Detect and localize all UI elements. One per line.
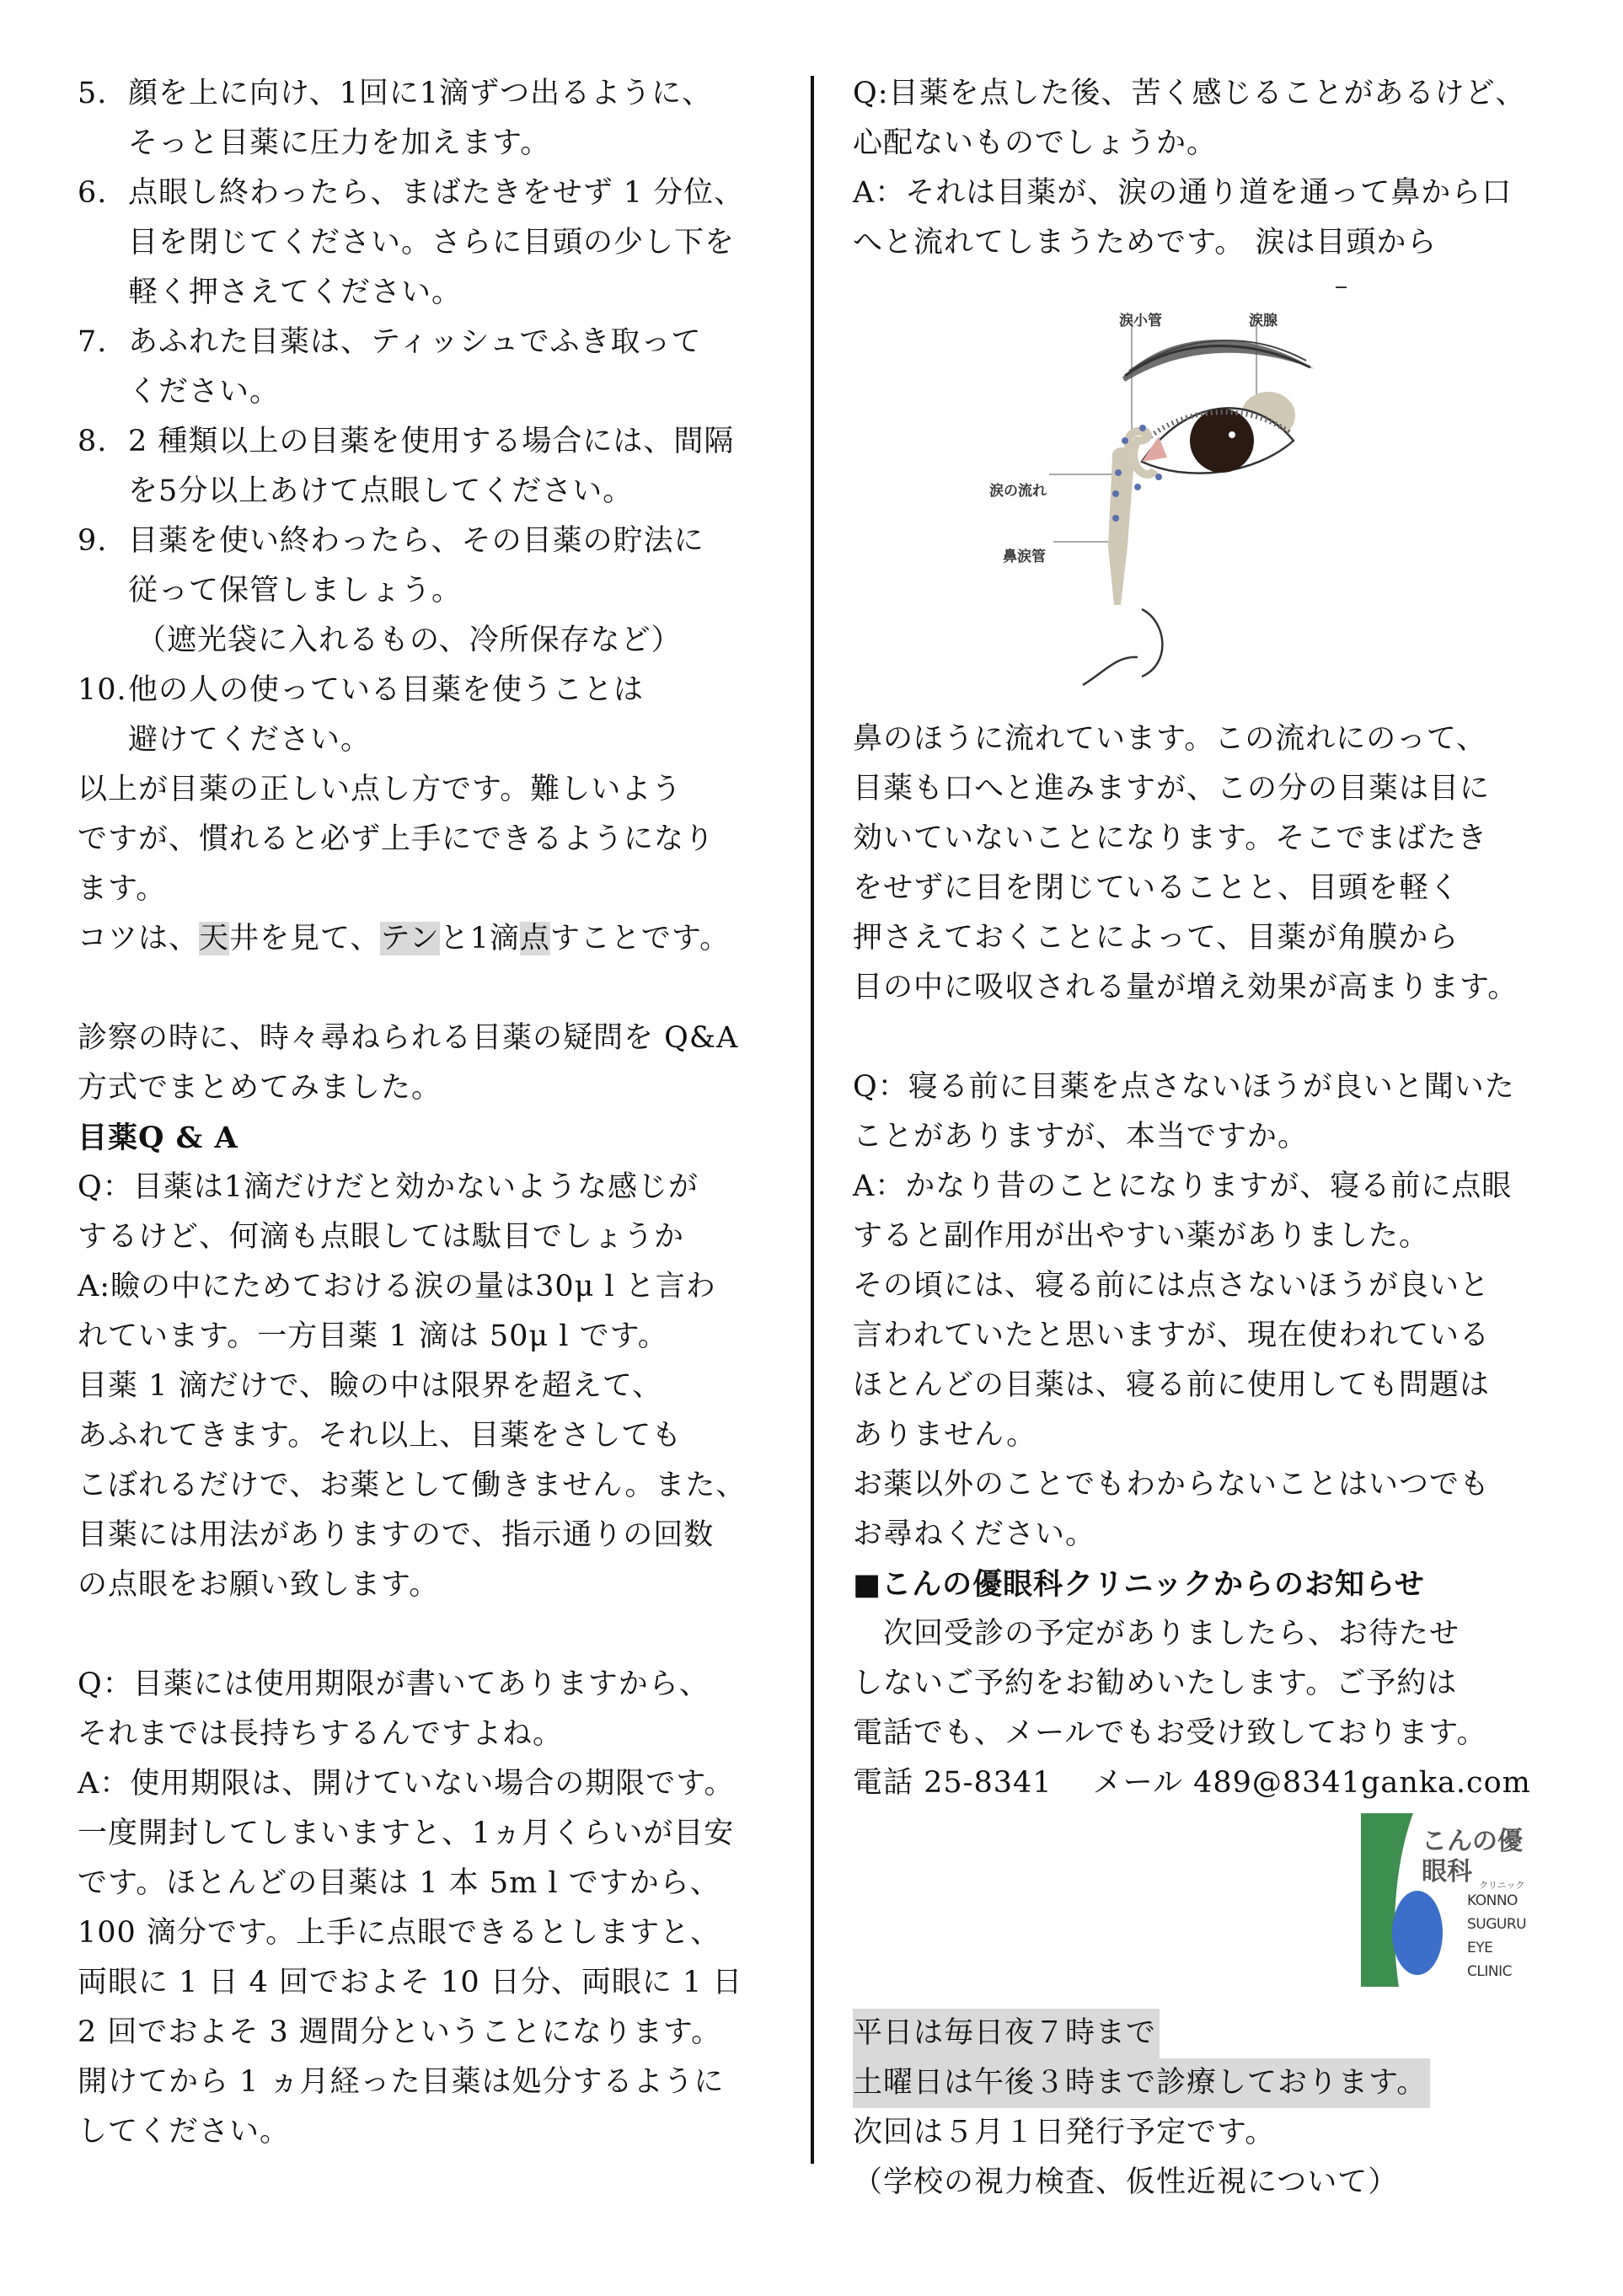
instruction-step-5: 5. 顔を上に向け、1回に1滴ずつ出るように、 そっと目薬に圧力を加えます。 — [78, 69, 802, 169]
column-divider — [811, 76, 814, 2164]
answer: A:瞼の中にためておける涙の量は30μ l と言わ — [78, 1270, 716, 1303]
step-number: 9. — [78, 524, 108, 558]
label-canaliculus: 涙小管 — [1119, 313, 1162, 329]
saturday-hours: 土曜日は午後３時まで診療しております。 — [853, 2058, 1430, 2108]
label-lacrimal-gland: 涙腺 — [1249, 313, 1278, 329]
highlight-ten: 天 — [199, 922, 230, 955]
qa-intro: 診察の時に、時々尋ねられる目薬の疑問を Q&A 方式でまとめてみました。 — [78, 1021, 739, 1105]
notice-heading: ■こんの優眼科クリニックからのお知らせ — [853, 1567, 1425, 1602]
instruction-step-10: 10.他の人の使っている目薬を使うことは 避けてください。 — [78, 666, 802, 765]
qa-item-2: Q：目薬には使用期限が書いてありますから、 それまでは長持ちするんですよね。 A：使用期限は、開けていない場合の期限です。 一度開封してしまいますと、1ヵ月くらいが目安 です。ほとんどの目薬は 1 本 5m l ですから、 100 滴分です。上手に点眼できるとしますと、 両眼に 1 日 4 回でおよそ 10 日分、両眼に 1 日 2 回でおよそ 3 週間分ということになります。 開けてから 1 ヵ月経った目薬は処分するように してください。 — [78, 1660, 802, 2157]
answer: A：使用期限は、開けていない場合の期限です。 — [78, 1767, 735, 1801]
step-number: 7. — [78, 325, 108, 359]
next-issue: 次回は５月１日発行予定です。 （学校の視力検査、仮性近視について） — [853, 2116, 1399, 2199]
tip-line: コツは、天井を見て、テンと1滴点すことです。 — [78, 922, 731, 955]
summary-paragraph: 以上が目薬の正しい点し方です。難しいよう ですが、慣れると必ず上手にできるようになり ます。 — [78, 773, 715, 906]
instruction-step-8: 8. 2 種類以上の目薬を使用する場合には、間隔 を5分以上あけて点眼してください。 — [78, 417, 802, 516]
closing-paragraph: お薬以外のことでもわからないことはいつでも お尋ねください。 — [853, 1468, 1491, 1551]
qa-item-1: Q：目薬は1滴だけだと効かないような感じが するけど、何滴も点眼しては駄目でしょうか A:瞼の中にためておける涙の量は30μ l と言わ れています。一方目薬 1 滴は 50μ l です。 目薬 1 滴だけで、瞼の中は限界を超えて、 あふれてきます。それ以上、目薬をさしても こぼれるだけで、お薬として働きません。また、 目薬には用法がありますので、指示通りの回数 の点眼をお願い致します。 — [78, 1163, 802, 1610]
question: Q：寝る前に目薬を点さないほうが良いと聞いた — [853, 1070, 1515, 1104]
highlight-ten-kanji: 点 — [519, 922, 550, 955]
clinic-hours — [853, 2009, 1577, 2108]
clinic-logo: こんの優 眼科 クリニック KONNO SUGURU EYE CLINIC — [1361, 1813, 1533, 1987]
label-tear-flow: 涙の流れ — [989, 483, 1047, 500]
step-number: 5. — [78, 77, 108, 110]
question: Q：目薬は1滴だけだと効かないような感じが — [78, 1170, 699, 1204]
clinic-notice: ■こんの優眼科クリニックからのお知らせ 次回受診の予定がありましたら、お待たせ しないご予約をお勧めいたします。ご予約は 電話でも、メールでもお受け致しております。 電話 25-8341 メール 489@8341ganka.com — [853, 1560, 1577, 1808]
question: Q：目薬には使用期限が書いてありますから、 — [78, 1667, 710, 1701]
logo-english-name: KONNO SUGURU EYE CLINIC — [1467, 1892, 1527, 1980]
qa-heading: 目薬Q & A — [78, 1121, 238, 1155]
question: Q:目薬を点した後、苦く感じることがあるけど、 — [853, 77, 1526, 110]
weekday-hours: 平日は毎日夜７時まで — [853, 2009, 1160, 2058]
qa-item-4: Q：寝る前に目薬を点さないほうが良いと聞いた ことがありますが、本当ですか。 A：かなり昔のことになりますが、寝る前に点眼 すると副作用が出やすい薬がありました。 その頃には、寝る前には点さないほうが良いと 言われていたと思いますが、現在使われている ほとんどの目薬は、寝る前に使用しても問題は ありません。 — [853, 1062, 1577, 1460]
label-nasolacrimal-duct: 鼻涙管 — [1003, 549, 1046, 565]
left-column — [78, 69, 802, 2157]
step-number: 10. — [78, 673, 127, 707]
step-number: 8. — [78, 425, 108, 458]
contact-info: 電話 25-8341 メール 489@8341ganka.com — [853, 1766, 1531, 1800]
highlight-ten-katakana: テン — [380, 922, 440, 955]
instruction-step-6: 6. 点眼し終わったら、まばたきをせず 1 分位、 目を閉じてください。さらに目頭の少し下を 軽く押さえてください。 — [78, 169, 802, 318]
step-number: 6. — [78, 176, 108, 210]
answer: A：それは目薬が、涙の通り道を通って鼻から口 — [853, 176, 1513, 210]
tear-drainage-diagram — [853, 268, 1577, 714]
qa-item-3: Q:目薬を点した後、苦く感じることがあるけど、 心配ないものでしょうか。 A：それは目薬が、涙の通り道を通って鼻から口 へと流れてしまうためです。 涙は目頭から 涙小管 涙腺 涙の流れ 鼻涙管 鼻のほうに流れています。この流れにのって、 目薬も口へと進みますが、この分の目薬は目に 効いていないことになります。そこでまばたき をせずに目を閉じていることと、目頭を軽く 押さえておくことによって、目薬が角膜から 目の中に吸収される量が増え効果が高まります。 — [853, 69, 1577, 1013]
answer: A：かなり昔のことになりますが、寝る前に点眼 — [853, 1169, 1513, 1203]
instruction-step-7: 7. あふれた目薬は、ティッシュでふき取って ください。 — [78, 318, 802, 417]
instruction-step-9: 9. 目薬を使い終わったら、その目薬の貯法に 従って保管しましょう。 （遮光袋に入れるもの、冷所保存など） — [78, 516, 802, 666]
right-column — [853, 69, 1577, 2208]
